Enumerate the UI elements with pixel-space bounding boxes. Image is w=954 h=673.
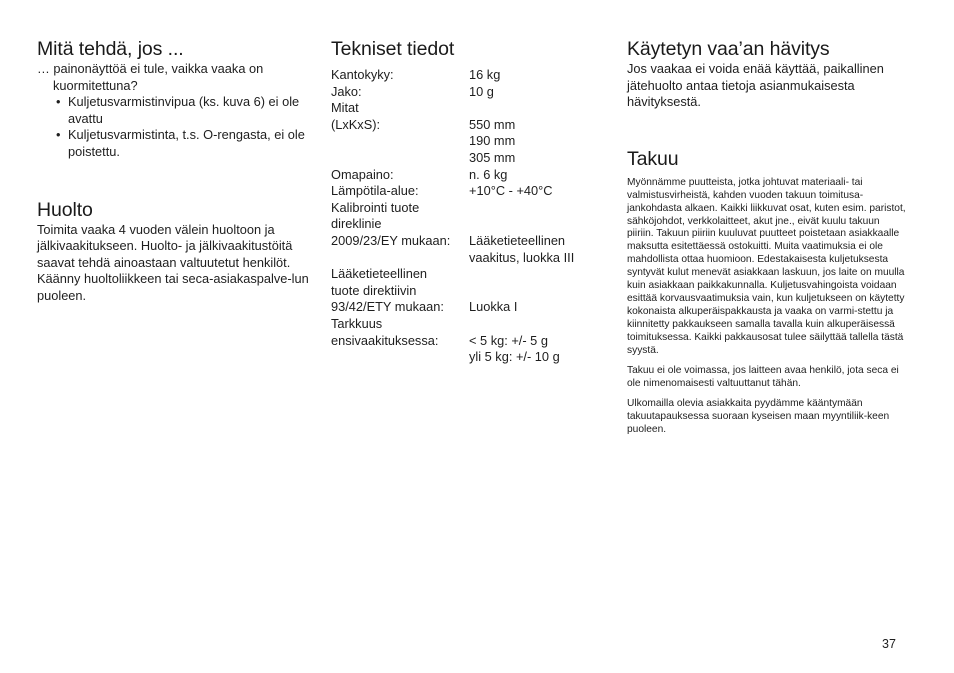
spec-value: yli 5 kg: +/- 10 g bbox=[469, 349, 560, 365]
spec-label: Kantokyky: bbox=[331, 67, 394, 82]
disposal-title: Käytetyn vaa’an hävitys bbox=[627, 38, 830, 60]
spec-label: 93/42/ETY mukaan: bbox=[331, 299, 444, 315]
spec-value: Lääketieteellinen bbox=[469, 232, 566, 248]
spec-label: Mitat bbox=[331, 100, 359, 116]
spec-label: Jako: bbox=[331, 83, 362, 99]
spec-value: vaakitus, luokka III bbox=[469, 249, 575, 265]
maintenance-text: Toimita vaaka 4 vuoden välein huoltoon ja jälkivaakitukseen. Huolto- ja jälkivaakitustöitä saavat tehdä ainoastaan valtuutetut henkilöt. Käänny huoltoliikkeen tai seca-asiakaspalve-lun puoleen. bbox=[37, 221, 309, 303]
spec-label bbox=[331, 150, 469, 167]
disposal-text: Jos vaakaa ei voida enää käyttää, paikallinen jätehuolto antaa tietoja asianmukaisesta hävityksestä. bbox=[627, 61, 884, 110]
table-row bbox=[331, 117, 593, 134]
spec-value: n. 6 kg bbox=[469, 166, 508, 182]
spec-label: Lämpötila-alue: bbox=[331, 183, 419, 199]
table-row bbox=[331, 233, 593, 250]
table-row bbox=[331, 67, 593, 84]
spec-label: Tarkkuus bbox=[331, 315, 383, 331]
spec-value bbox=[469, 100, 593, 117]
troubleshooting-intro: … painonäyttöä ei tule, vaikka vaaka on kuormitettuna? bbox=[37, 61, 264, 93]
spec-value: +10°C - +40°C bbox=[469, 183, 553, 199]
spec-label: Kalibrointi tuote bbox=[331, 199, 420, 215]
maintenance-title: Huolto bbox=[37, 198, 93, 221]
warranty-paragraph-1: Myönnämme puutteista, jotka johtuvat materiaali- tai valmistusvirheistä, kahden vuoden takuun toimitusa-jankohdasta alkaen. Kaikki liikkuvat osat, kuten esim. paristot, sähköjohdot, verkkolaitteet, akut jne., eivät kuulu takuun piiriin. Takuun piiriin kuuluvat puutteet poistetaan asiakkaalle maksutta esitettäessä ostokuitti. Muita vaatimuksia ei ole mahdollista ottaa huomioon. Edestakaisesta kuljetuksesta syntyvät kulut menevät asiakkaan laskuun, jos laite on muulla kuin asiakkaan paikkakunnalla. Kuljetusvahingoista voidaan esittää korvausvaatimuksia vain, kun kuljetukseen on käytetty kokonaista alkuperäispakkausta ja vaaka on varmi-stettu ja kiinnitetty pakkaukseen samalla tavalla kuin alkuperäisessä toimituksessa. Kaikki pakkausosat tulee säilyttää tallella tästä syystä. bbox=[627, 176, 906, 356]
troubleshooting-list bbox=[37, 94, 309, 160]
table-row bbox=[331, 200, 593, 217]
table-row bbox=[331, 250, 593, 267]
page-number: 37 bbox=[882, 637, 896, 651]
spec-value bbox=[469, 200, 593, 217]
spec-label: ensivaakituksessa: bbox=[331, 332, 439, 348]
spec-label: 2009/23/EY mukaan: bbox=[331, 232, 451, 248]
spec-label bbox=[331, 133, 469, 150]
troubleshooting-column bbox=[37, 37, 309, 305]
disposal-warranty-column bbox=[627, 37, 909, 437]
list-item: • Kuljetusvarmistinta, t.s. O-rengasta, ei ole poistettu. bbox=[56, 127, 309, 160]
spec-label bbox=[331, 250, 469, 267]
warranty-title: Takuu bbox=[627, 147, 679, 170]
table-row bbox=[331, 84, 593, 101]
spec-value: Luokka I bbox=[469, 299, 518, 315]
table-row bbox=[331, 266, 593, 283]
spec-value: 10 g bbox=[469, 83, 494, 99]
table-row bbox=[331, 283, 593, 300]
spec-value: 190 mm bbox=[469, 133, 516, 149]
spec-value: 550 mm bbox=[469, 116, 516, 132]
table-row bbox=[331, 183, 593, 200]
table-row bbox=[331, 299, 593, 316]
table-row bbox=[331, 216, 593, 233]
warranty-paragraph-3: Ulkomailla olevia asiakkaita pyydämme kääntymään takuutapauksessa suoraan kyseisen maan myyntiliik-keen puoleen. bbox=[627, 398, 890, 436]
spec-value bbox=[469, 216, 593, 233]
spec-value bbox=[469, 266, 593, 283]
technical-data-column bbox=[331, 37, 593, 366]
spec-label: Lääketieteellinen bbox=[331, 266, 428, 282]
spec-value: < 5 kg: +/- 5 g bbox=[469, 332, 548, 348]
troubleshooting-title: Mitä tehdä, jos ... bbox=[37, 38, 184, 60]
technical-data-table bbox=[331, 67, 593, 366]
warranty-paragraph-2: Takuu ei ole voimassa, jos laitteen avaa henkilö, jota seca ei ole nimenomaisesti valtuuttanut tähän. bbox=[627, 365, 899, 390]
table-row bbox=[331, 167, 593, 184]
technical-data-title: Tekniset tiedot bbox=[331, 38, 455, 60]
table-row bbox=[331, 333, 593, 350]
table-row bbox=[331, 100, 593, 117]
table-row bbox=[331, 316, 593, 333]
spec-value: 16 kg bbox=[469, 67, 501, 82]
table-row bbox=[331, 133, 593, 150]
spec-label: direklinie bbox=[331, 216, 382, 232]
spec-value bbox=[469, 316, 593, 333]
spec-label: tuote direktiivin bbox=[331, 282, 417, 298]
spec-value: 305 mm bbox=[469, 149, 516, 165]
table-row bbox=[331, 150, 593, 167]
spec-label: Omapaino: bbox=[331, 166, 394, 182]
list-item: • Kuljetusvarmistinvipua (ks. kuva 6) ei ole avattu bbox=[56, 94, 309, 127]
spec-label bbox=[331, 349, 469, 366]
spec-label: (LxKxS): bbox=[331, 116, 381, 132]
spec-value bbox=[469, 283, 593, 300]
table-row bbox=[331, 349, 593, 366]
